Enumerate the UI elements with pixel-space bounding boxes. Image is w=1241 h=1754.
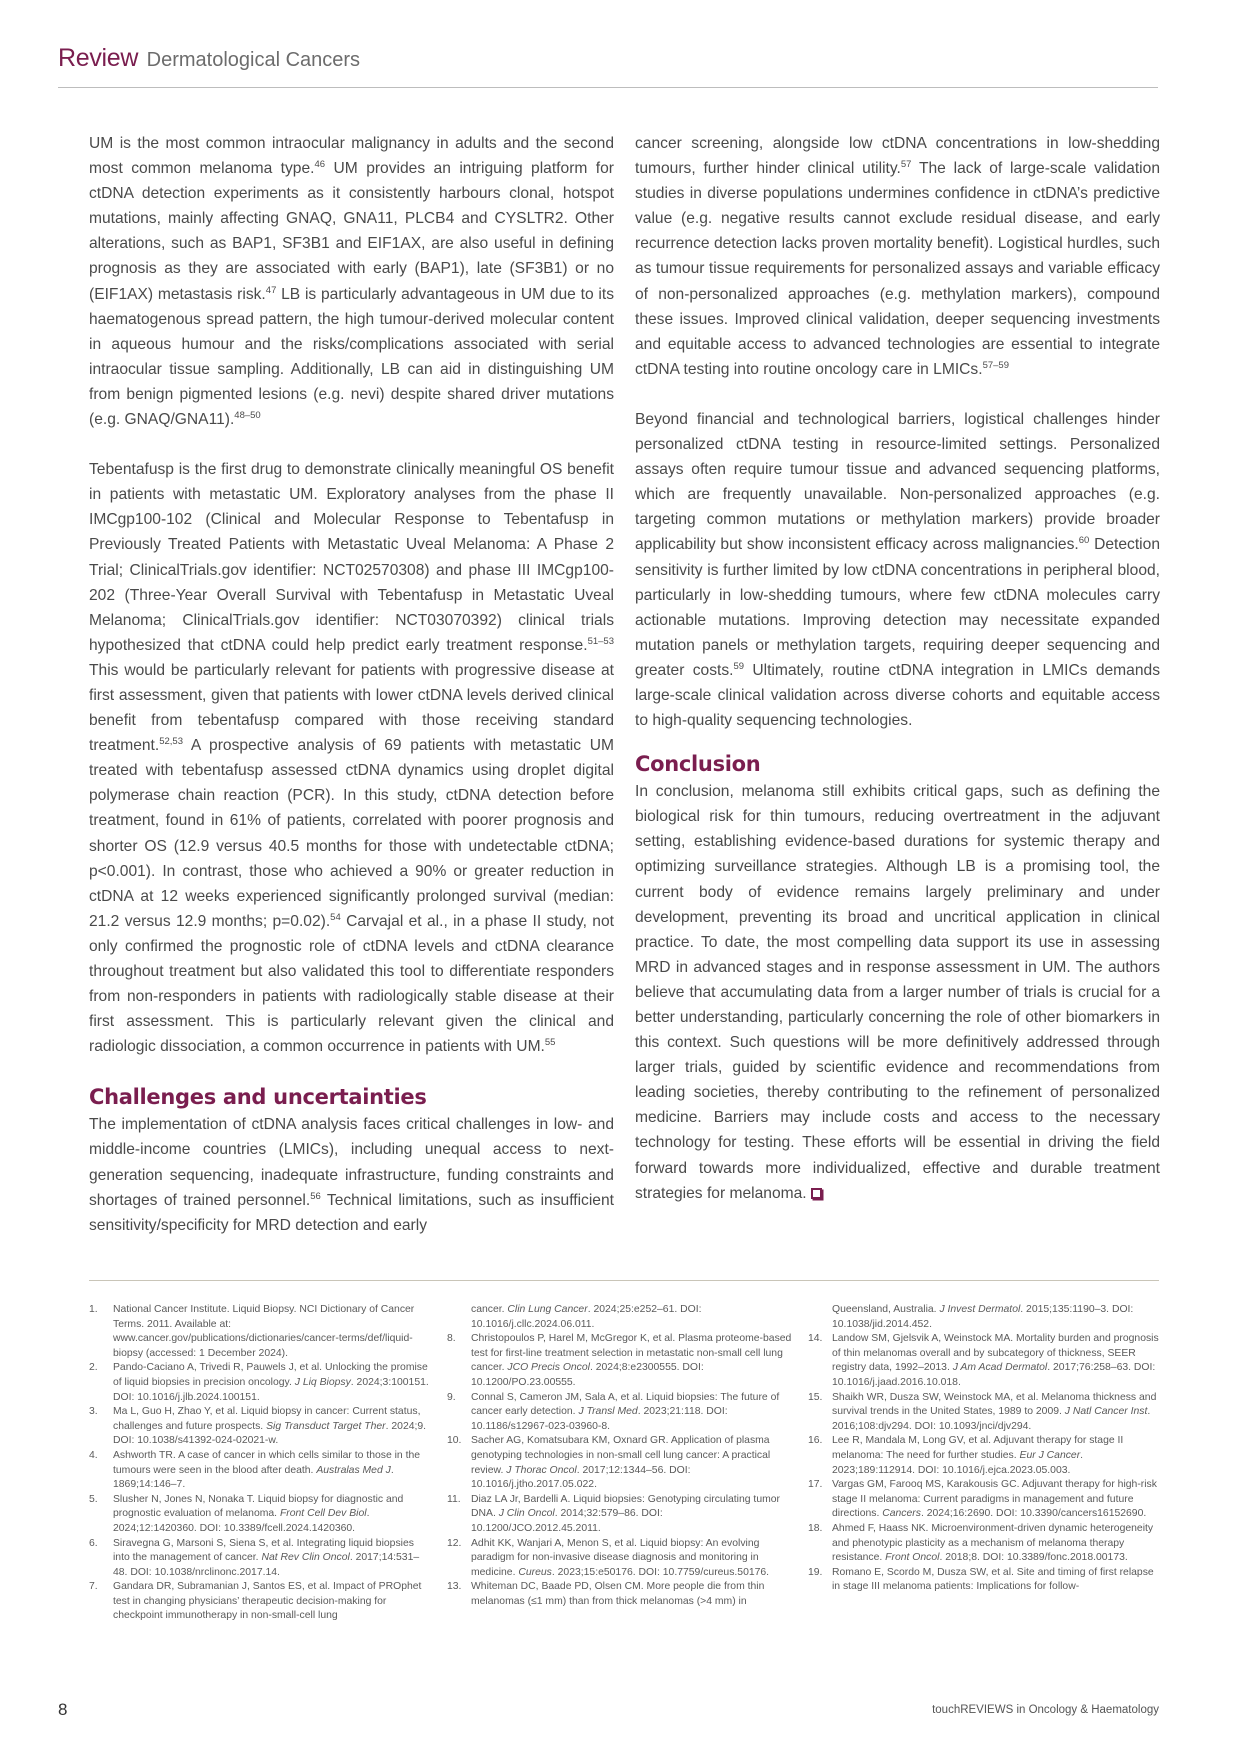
reference-number: 11. [447,1493,461,1505]
reference-text: Adhit KK, Wanjari A, Menon S, et al. Liquid biopsy: An evolving paradigm for non-invasive disease diagnosis and monitoring in medicine. Cureus. 2023;15:e50176. DOI: 10.7759/cureus.50176. [471,1537,770,1578]
journal-title: Cureus [518,1566,552,1578]
journal-title: J Natl Cancer Inst [1064,1406,1148,1418]
reference-text: Connal S, Cameron JM, Sala A, et al. Liquid biopsies: The future of cancer early detection. J Transl Med. 2023;21:118. DOI: 10.1186/s12967-023-03960-8. [471,1391,780,1432]
journal-title: Cancers [882,1508,921,1520]
reference-item [808,1522,1163,1566]
reference-item [447,1537,792,1581]
citation: 54 [330,911,341,923]
journal-title: J Clin Oncol [498,1508,555,1520]
references-column-3 [808,1303,1163,1595]
reference-text: Shaikh WR, Dusza SW, Weinstock MA, et al. Melanoma thickness and survival trends in the United States, 1989 to 2009. J Natl Cancer Inst. 2016;108:djv294. DOI: 10.1093/jnci/djv294. [832,1391,1157,1432]
reference-number: 12. [447,1537,462,1549]
reference-number: 14. [808,1333,823,1345]
reference-item [808,1391,1163,1435]
reference-item [808,1332,1163,1390]
reference-item [89,1361,429,1405]
journal-title: Sig Transduct Target Ther [266,1420,386,1432]
paragraph-challenges: The implementation of ctDNA analysis faces critical challenges in low- and middle-income countries (LMICs), including unequal access to next-generation sequencing, inadequate infrastructure, funding constraints and shortages of trained personnel.$^{56}$ Technical limitations, such as insufficient sensitivity/specificity for MRD detection and early [89,1116,614,1234]
reference-number: 18. [808,1522,823,1534]
references-column-2 [447,1303,792,1609]
reference-number: 5. [89,1493,98,1505]
page-number: 8 [58,1700,68,1719]
citation: 60 [1078,535,1090,547]
reference-item [808,1434,1163,1478]
reference-number: 10. [447,1435,462,1447]
reference-item [447,1434,792,1492]
reference-text: Siravegna G, Marsoni S, Siena S, et al. Integrating liquid biopsies into the management of cancer. Nat Rev Clin Oncol. 2017;14:531–48. DOI: 10.1038/nrclinonc.2017.14. [113,1537,420,1578]
reference-number: 7. [89,1581,98,1593]
reference-number: 19. [808,1566,823,1578]
section-title: Dermatological Cancers [146,49,361,71]
reference-text: Slusher N, Jones N, Nonaka T. Liquid biopsy for diagnostic and prognostic evaluation of melanoma. Front Cell Dev Biol. 2024;12:1420360. DOI: 10.3389/fcell.2024.1420360. [113,1493,404,1534]
references-column-1 [89,1303,429,1624]
reference-number: 17. [808,1479,823,1491]
reference-item [447,1580,792,1609]
reference-text: Diaz LA Jr, Bardelli A. Liquid biopsies: Genotyping circulating tumor DNA. J Clin Oncol. 2014;32:579–86. DOI: 10.1200/JCO.2012.45.2011. [471,1493,780,1534]
references-divider [89,1280,1159,1281]
reference-number: 15. [808,1391,823,1403]
reference-item [89,1405,429,1449]
citation: 48–50 [234,410,261,422]
reference-text: Landow SM, Gjelsvik A, Weinstock MA. Mortality burden and prognosis of thin melanomas overall and by subcategory of thickness, SEER registry data, 1992–2013. J Am Acad Dermatol. 2017;76:258–63. DOI: 10.1016/j.jaad.2016.10.018. [832,1333,1159,1388]
reference-item [447,1332,792,1390]
reference-number: 13. [447,1581,462,1593]
journal-title: Front Oncol [885,1552,940,1564]
reference-item [89,1537,429,1581]
citation: 52,53 [159,736,183,748]
reference-number: 2. [89,1362,98,1374]
journal-title: JCO Precis Oncol [507,1362,590,1374]
journal-title: J Transl Med [578,1406,638,1418]
citation: 46 [314,159,326,171]
running-header [58,44,1158,88]
reference-text: National Cancer Institute. Liquid Biopsy. NCI Dictionary of Cancer Terms. 2011. Available at: www.cancer.gov/publications/dictionaries/cancer-terms/def/liquid-biopsy (accessed: 1 December 2024). [113,1304,415,1359]
citation: 57 [900,159,912,171]
reference-text: Christopoulos P, Harel M, McGregor K, et al. Plasma proteome-based test for first-line treatment selection in metastatic non-small cell lung cancer. JCO Precis Oncol. 2024;8:e2300555. DOI: 10.1200/PO.23.00555. [471,1333,792,1388]
reference-text: Romano E, Scordo M, Dusza SW, et al. Site and timing of first relapse in stage III melanoma patients: Implications for follow- [832,1566,1154,1593]
article-type: Review [58,44,139,72]
paragraph-logistics: Beyond financial and technological barriers, logistical challenges hinder personalized ctDNA testing in resource-limited settings. Personalized assays often require tumour tissue and advanced sequencing platforms, which are frequently unavailable. Non-personalized approaches (e.g. targeting common mutations or methylation markers) provide broader applicability but show inconsistent efficacy across malignancies.$^{60}$ Detection sensitivity is further limited by low ctDNA concentrations in peripheral blood, particularly in low-shedding tumours, where few ctDNA molecules carry actionable mutations. Improving detection may necessitate expanded mutation panels or methylation targets, requiring deeper sequencing and greater costs.$^{59}$ Ultimately, routine ctDNA integration in LMICs demands large-scale clinical validation across diverse cohorts and equitable access to high-quality sequencing technologies. [635,410,1160,730]
reference-number: 16. [808,1435,823,1447]
reference-item [89,1493,429,1537]
journal-title: Front Cell Dev Biol [279,1508,367,1520]
journal-title: J Liq Biopsy [294,1376,351,1388]
reference-continuation: Queensland, Australia. J Invest Dermatol. 2015;135:1190–3. DOI: 10.1038/jid.2014.452. [832,1304,1134,1330]
reference-item [89,1303,429,1361]
reference-number: 1. [89,1304,98,1315]
reference-text: Whiteman DC, Baade PD, Olsen CM. More people die from thin melanomas (≤1 mm) than from thick melanomas (>4 mm) in [471,1581,765,1607]
reference-text: Ahmed F, Haass NK. Microenvironment-driven dynamic heterogeneity and phenotypic plasticity as a mechanism of melanoma therapy resistance. Front Oncol. 2018;8. DOI: 10.3389/fonc.2018.00173. [832,1522,1154,1564]
reference-text: Ashworth TR. A case of cancer in which cells similar to those in the tumours were seen in the blood after death. Australas Med J. 1869;14:146–7. [113,1449,421,1491]
paragraph-conclusion: In conclusion, melanoma still exhibits critical gaps, such as defining the biological risk for thin tumours, reducing overtreatment in the adjuvant setting, establishing evidence-based durations for systemic therapy and optimizing surveillance strategies. Although LB is a promising tool, the current body of evidence remains largely preliminary and under development, preventing its broad and uncritical application in clinical practice. To date, the most compelling data support its use in assessing MRD in advanced stages and in response assessment in UM. The authors believe that accumulating data from a larger number of trials is crucial for a better understanding, particularly concerning the role of other biomarkers in this context. Such questions will be more definitively addressed through larger trials, guided by scientific evidence and recommendations from leading societies, thereby contributing to the refinement of personalized medicine. Barriers may include costs and access to the necessary technology for testing. These efforts will be essential in driving the field forward towards more individualized, effective and durable treatment strategies for melanoma. [635,783,1160,1202]
reference-item [808,1478,1163,1522]
reference-text: Pando-Caciano A, Trivedi R, Pauwels J, et al. Unlocking the promise of liquid biopsies in precision oncology. J Liq Biopsy. 2024;3:100151. DOI: 10.1016/j.jlb.2024.100151. [113,1362,429,1403]
reference-continuation: cancer. Clin Lung Cancer. 2024;25:e252–61. DOI: 10.1016/j.cllc.2024.06.011. [471,1304,702,1330]
citation: 47 [265,284,277,296]
reference-number: 8. [447,1333,456,1345]
reference-text: Vargas GM, Farooq MS, Karakousis GC. Adjuvant therapy for high-risk stage II melanoma: Current paradigms in management and future directions. Cancers. 2024;16:2690. DOI: 10.3390/cancers16152690. [832,1479,1157,1520]
journal-title: Australas Med J [316,1464,391,1476]
citation: 51–53 [587,635,614,647]
reference-item [89,1580,429,1624]
heading-conclusion: Conclusion [635,752,761,777]
reference-text: Lee R, Mandala M, Long GV, et al. Adjuvant therapy for stage II melanoma: The need for further studies. Eur J Cancer. 2023;189:112914. DOI: 10.1016/j.ejca.2023.05.003. [832,1435,1124,1476]
heading-challenges: Challenges and uncertainties [89,1085,427,1110]
journal-title: Nat Rev Clin Oncol [261,1552,350,1564]
reference-item [808,1566,1163,1595]
citation: 55 [544,1037,556,1049]
right-text-column [635,131,1160,1206]
reference-item [447,1493,792,1537]
reference-number: 6. [89,1537,98,1549]
reference-number: 4. [89,1449,98,1461]
journal-title: J Thorac Oncol [506,1464,577,1476]
citation: 56 [310,1190,321,1202]
citation: 57–59 [982,359,1009,371]
journal-title: Eur J Cancer [1019,1449,1081,1461]
reference-item [447,1391,792,1435]
reference-number: 9. [447,1391,456,1403]
reference-text: Ma L, Guo H, Zhao Y, et al. Liquid biopsy in cancer: Current status, challenges and future prospects. Sig Transduct Target Ther. 2024;9. DOI: 10.1038/s41392-024-02021-w. [113,1406,427,1447]
journal-title: J Am Acad Dermatol [952,1362,1048,1374]
end-of-article-icon [811,1188,822,1199]
reference-text: Sacher AG, Komatsubara KM, Oxnard GR. Application of plasma genotyping technologies in non-small cell lung cancer: A practical review. J Thorac Oncol. 2017;12:1344–56. DOI: 10.1016/j.jtho.2017.05.022. [471,1435,771,1491]
paragraph-tebentafusp: Tebentafusp is the first drug to demonstrate clinically meaningful OS benefit in patients with metastatic UM. Exploratory analyses from the phase II IMCgp100-102 (Clinical and Molecular Response to Tebentafusp in Previously Treated Patients with Metastatic Uveal Melanoma: A Phase 2 Trial; ClinicalTrials.gov identifier: NCT02570308) and phase III IMCgp100-202 (Three-Year Overall Survival with Tebentafusp in Metastatic Uveal Melanoma; ClinicalTrials.gov identifier: NCT03070392) clinical trials hypothesized that ctDNA could help predict early treatment response.$^{51-53}$ This would be particularly relevant for patients with progressive disease at first assessment, given that patients with lower ctDNA levels derived clinical benefit from tebentafusp compared with those receiving standard treatment.$^{52,53}$ A prospective analysis of 69 patients with metastatic UM treated with tebentafusp assessed ctDNA dynamics using droplet digital polymerase chain reaction (PCR). In this study, ctDNA detection before treatment, found in 61% of patients, correlated with poorer prognosis and shorter OS (12.9 versus 40.5 months for those with undetectable ctDNA; p<0.001). In contrast, those who achieved a 90% or greater reduction in ctDNA at 12 weeks experienced significantly prolonged survival (median: 21.2 versus 12.9 months; p=0.02).$^{54}$ Carvajal et al., in a phase II study, not only confirmed the prognostic role of ctDNA levels and ctDNA clearance throughout treatment but also validated this tool to differentiate responders from non-responders in patients with radiologically stable disease at their first assessment. This is particularly relevant given the clinical and radiologic dissociation, a common occurrence in patients with UM.$^{55}$ [89,461,614,1056]
reference-item [89,1449,429,1493]
journal-name: touchREVIEWS in Oncology & Haematology [932,1704,1159,1716]
reference-text: Gandara DR, Subramanian J, Santos ES, et al. Impact of PROphet test in changing physicians’ therapeutic decision-making for checkpoint immunotherapy in non-small-cell lung [113,1581,422,1622]
citation: 59 [733,660,745,672]
paragraph-challenges-cont: cancer screening, alongside low ctDNA concentrations in low-shedding tumours, further hinder clinical utility.$^{57}$ The lack of large-scale validation studies in diverse populations undermines confidence in ctDNA’s predictive value (e.g. negative results cannot exclude residual disease, and early recurrence detection lacks proven mortality benefit). Logistical hurdles, such as tumour tissue requirements for personalized assays and variable efficacy of non-personalized approaches (e.g. methylation markers), compound these issues. Improved clinical validation, deeper sequencing investments and equitable access to advanced technologies are essential to integrate ctDNA testing into routine oncology care in LMICs.$^{57-59}$ [635,135,1160,378]
reference-number: 3. [89,1406,98,1418]
left-text-column [89,131,614,1238]
paragraph-um-intro: UM is the most common intraocular malignancy in adults and the second most common melanoma type.$^{46}$ UM provides an intriguing platform for ctDNA detection experiments as it consistently harbours clonal, hotspot mutations, mainly affecting GNAQ, GNA11, PLCB4 and CYSLTR2. Other alterations, such as BAP1, SF3B1 and EIF1AX, are also useful in defining prognosis as they are associated with early (BAP1), late (SF3B1) or no (EIF1AX) metastasis risk.$^{47}$ LB is particularly advantageous in UM due to its haematogenous spread pattern, the high tumour-derived molecular content in aqueous humour and the risks/complications associated with serial intraocular tissue sampling. Additionally, LB can aid in distinguishing UM from benign pigmented lesions (e.g. nevi) despite shared driver mutations (e.g. GNAQ/GNA11).$^{48-50}$ [89,135,615,429]
